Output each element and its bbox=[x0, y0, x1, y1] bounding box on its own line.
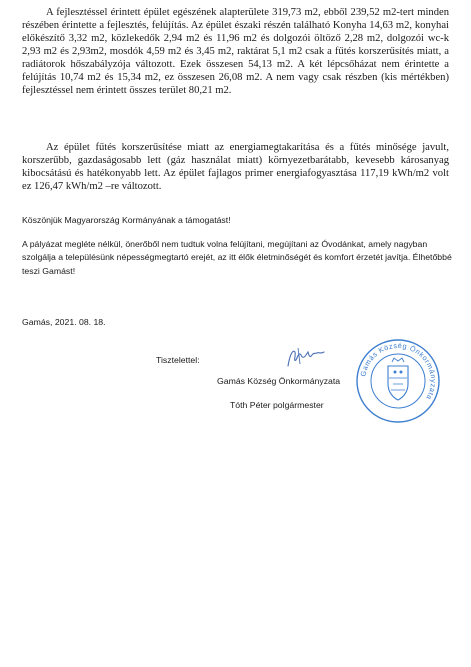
thanks-line: Köszönjük Magyarország Kormányának a támogatást! bbox=[22, 215, 231, 225]
paragraph-building-area: A fejlesztéssel érintett épület egészének alapterülete 319,73 m2, ebből 239,52 m2-tert minden részében érintette a fejlesztés, felújítás. Az épület északi részén található Konyha 14,63 m2, konyhai előkészítő 3,32 m2, közlekedők 2,94 m2 és 11,96 m2 és dolgozói öltöző 2,28 m2, dolgozói wc-k 2,93 m2 és 2,93m2, mosdók 4,59 m2 és 3,45 m2, raktárat 5,1 m2 csak a fűtés korszerűsítés miatt, a radiátorok hőszabályzója változott. Ezek összesen 54,13 m2. A két lépcsőházat nem érintette a felújítás 10,74 m2 és 15,34 m2, ez összesen 26,08 m2. A nem vagy csak részben (kis mértékben) fejlesztéssel nem érintett összes terület 80,21 m2. bbox=[22, 7, 449, 96]
organization-name: Gamás Község Önkormányzata bbox=[217, 376, 341, 386]
signature-image bbox=[284, 346, 332, 370]
coat-of-arms-icon bbox=[388, 358, 408, 400]
greeting: Tisztelettel: bbox=[156, 355, 200, 365]
date-line: Gamás, 2021. 08. 18. bbox=[22, 317, 106, 327]
paragraph-heating-upgrade: Az épület fűtés korszerűsítése miatt az energiamegtakarítása és a fűtés minősége javult, korszerűbb, gazdaságosabb lett (gáz használat miatt) környezetbarátabb, kevesebb károsanyag kibocsátású és hatékonyabb lett. Az épület fajlagos primer energiafogyasztása 117,19 kWh/m2 volt ez 126,47 kWh/m2 –re változott. bbox=[22, 142, 449, 192]
official-stamp bbox=[355, 338, 441, 424]
stamp-text: Gamás Község Önkormányzata bbox=[358, 340, 439, 402]
paragraph-grant-impact: A pályázat megléte nélkül, önerőből nem tudtuk volna felújítani, megújítani az Óvodánkat, amely nagyban szolgálja a településünk népességmegtartó erejét, az itt élők életminőségét és komfort érzetét javítja. Élhetőbbé teszi Gamást! bbox=[22, 239, 452, 276]
mayor-name: Tóth Péter polgármester bbox=[230, 400, 324, 410]
